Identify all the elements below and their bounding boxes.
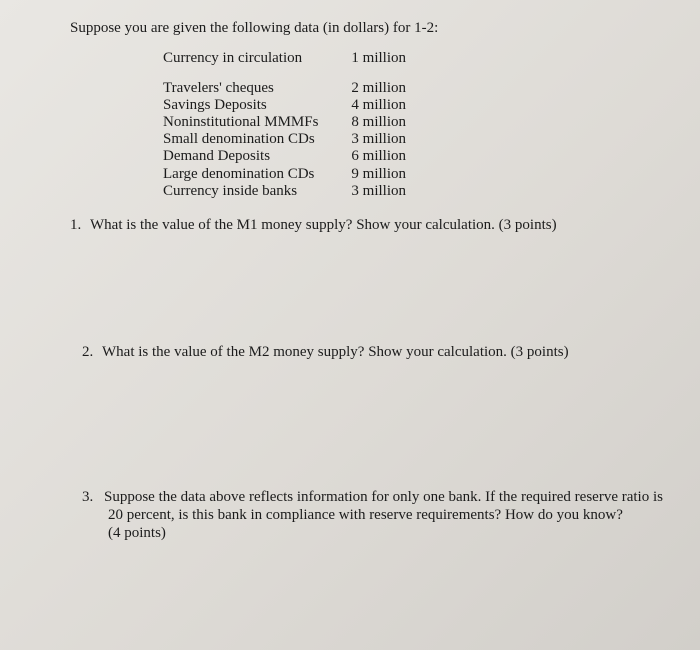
- question-1-number: 1.: [70, 217, 82, 233]
- question-3-line2: 20 percent, is this bank in compliance with reserve requirements? How do you know?: [108, 507, 623, 523]
- intro-text: Suppose you are given the following data (in dollars) for 1-2:: [70, 20, 439, 36]
- row-value: 8 million: [351, 114, 406, 130]
- row-label: Savings Deposits: [163, 97, 267, 113]
- question-3-number: 3.: [82, 489, 94, 505]
- question-2-number: 2.: [82, 344, 94, 360]
- row-label: Currency inside banks: [163, 183, 298, 199]
- question-1-text: What is the value of the M1 money supply? Show your calculation. (3 points): [90, 217, 557, 233]
- row-value: 3 million: [351, 183, 406, 199]
- row-value: 4 million: [351, 97, 406, 113]
- row-value: 3 million: [351, 131, 406, 147]
- row-value: 1 million: [351, 50, 406, 66]
- question-3-line1: Suppose the data above reflects information for only one bank. If the required reserve ratio is: [104, 489, 663, 505]
- question-3-line3: (4 points): [108, 525, 166, 541]
- row-label: Noninstitutional MMMFs: [163, 114, 319, 130]
- row-value: 6 million: [351, 148, 406, 164]
- row-label: Currency in circulation: [163, 50, 303, 66]
- row-value: 2 million: [351, 80, 406, 96]
- row-label: Small denomination CDs: [163, 131, 315, 147]
- row-label: Large denomination CDs: [163, 166, 315, 182]
- question-2-text: What is the value of the M2 money supply? Show your calculation. (3 points): [102, 344, 569, 360]
- row-value: 9 million: [351, 166, 406, 182]
- row-label: Demand Deposits: [163, 148, 271, 164]
- row-label: Travelers' cheques: [163, 80, 274, 96]
